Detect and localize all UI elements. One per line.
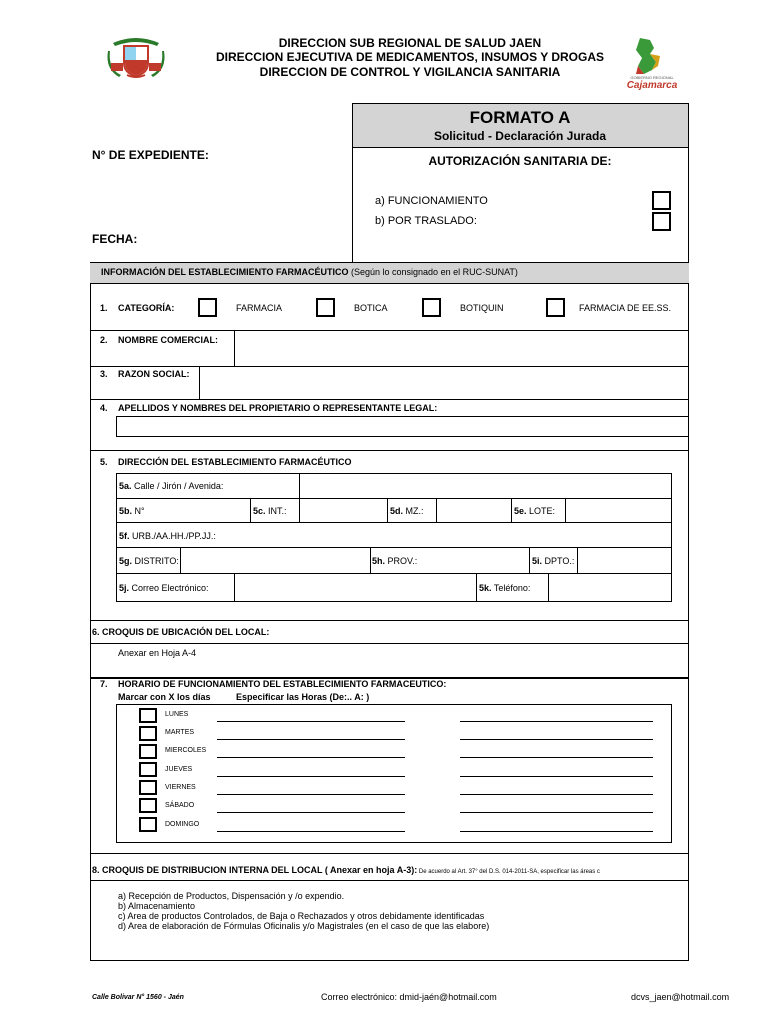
correo-label: 5j. Correo Electrónico:: [119, 583, 209, 593]
areas-list: [118, 891, 489, 931]
martes-label: MARTES: [165, 729, 195, 736]
header-line-2: DIRECCION EJECUTIVA DE MEDICAMENTOS, INSUMOS Y DROGAS: [215, 50, 605, 64]
cajamarca-map-icon: [616, 36, 688, 76]
autorizacion-label: AUTORIZACIÓN SANITARIA DE:: [428, 154, 612, 168]
header-line-1: DIRECCION SUB REGIONAL DE SALUD JAEN: [278, 36, 542, 50]
croquis-distribucion-label: 8. CROQUIS DE DISTRIBUCION INTERNA DEL LOCAL ( Anexar en hoja A-3):: [92, 865, 418, 875]
horario-label: HORARIO DE FUNCIONAMIENTO DEL ESTABLECIMIENTO FARMACEUTICO:: [118, 679, 447, 689]
jueves-from-line[interactable]: [217, 776, 405, 777]
sabado-checkbox[interactable]: [139, 798, 157, 813]
footer-email-1: Correo electrónico: dmid-jaén@hotmail.com: [321, 992, 497, 1002]
sabado-to-line[interactable]: [460, 812, 653, 813]
botica-checkbox[interactable]: [316, 298, 335, 317]
croquis-ubicacion-label: 6. CROQUIS DE UBICACIÓN DEL LOCAL:: [92, 627, 270, 637]
info-subtitle: (Según lo consignado en el RUC-SUNAT): [348, 267, 518, 277]
jueves-checkbox[interactable]: [139, 762, 157, 777]
martes-from-line[interactable]: [217, 739, 405, 740]
croquis-distribucion-note: De acuerdo al Art. 37° del D.S. 014-2011-SA, especificar las áreas c: [417, 869, 600, 875]
direccion-label: DIRECCIÓN DEL ESTABLECIMIENTO FARMACÉUTICO: [118, 457, 352, 467]
miercoles-from-line[interactable]: [217, 757, 405, 758]
sabado-from-line[interactable]: [217, 812, 405, 813]
info-band-text: [101, 267, 518, 277]
option-farmacia-eess: FARMACIA DE EE.SS.: [579, 303, 672, 313]
traslado-checkbox[interactable]: [652, 212, 671, 231]
peru-coat-of-arms-logo: [107, 37, 165, 79]
interior-label: 5c. INT.:: [253, 506, 287, 516]
s3-num: 3.: [100, 369, 108, 379]
propietario-label: APELLIDOS Y NOMBRES DEL PROPIETARIO O REPRESENTANTE LEGAL:: [118, 403, 438, 413]
departamento-label: 5i. DPTO.:: [532, 556, 575, 566]
lunes-from-line[interactable]: [217, 721, 405, 722]
option-botiquin: BOTIQUIN: [460, 303, 504, 313]
farmacia-checkbox[interactable]: [198, 298, 217, 317]
croquis-ubicacion-note: Anexar en Hoja A-4: [118, 648, 197, 658]
cajamarca-logo-subtitle: GOBIERNO REGIONAL: [630, 75, 674, 80]
telefono-label: 5k. Teléfono:: [479, 583, 531, 593]
viernes-checkbox[interactable]: [139, 780, 157, 795]
nombre-comercial-label: NOMBRE COMERCIAL:: [118, 335, 218, 345]
miercoles-label: MIERCOLES: [165, 747, 207, 754]
header-line-3: DIRECCION DE CONTROL Y VIGILANCIA SANITARIA: [259, 65, 561, 79]
especificar-label: Especificar las Horas (De:.. A: ): [236, 692, 370, 702]
cajamarca-logo: [616, 36, 688, 92]
domingo-checkbox[interactable]: [139, 817, 157, 832]
option-farmacia: FARMACIA: [236, 303, 283, 313]
domingo-from-line[interactable]: [217, 831, 405, 832]
nombre-comercial-field[interactable]: [235, 331, 688, 366]
option-traslado-label: b) POR TRASLADO:: [375, 215, 477, 227]
calle-field[interactable]: [300, 474, 671, 498]
fecha-label: FECHA:: [92, 232, 138, 246]
martes-to-line[interactable]: [460, 739, 653, 740]
marcar-label: Marcar con X los días: [118, 692, 211, 702]
provincia-label: 5h. PROV.:: [372, 556, 418, 566]
lunes-checkbox[interactable]: [139, 708, 157, 723]
viernes-label: VIERNES: [165, 784, 196, 791]
expediente-label: N° DE EXPEDIENTE:: [92, 148, 209, 162]
lunes-to-line[interactable]: [460, 721, 653, 722]
propietario-field[interactable]: [116, 416, 689, 437]
botiquin-checkbox[interactable]: [422, 298, 441, 317]
area-item: c) Area de productos Controlados, de Baja o Rechazados y otros debidamente identificadas: [118, 911, 485, 921]
s8-header: [92, 860, 637, 878]
manzana-label: 5d. MZ.:: [390, 506, 424, 516]
miercoles-to-line[interactable]: [460, 757, 653, 758]
urbanizacion-label: 5f. URB./AA.HH./PP.JJ.:: [119, 531, 216, 541]
s4-num: 4.: [100, 403, 108, 413]
lote-label: 5e. LOTE:: [514, 506, 556, 516]
farmacia-eess-checkbox[interactable]: [546, 298, 565, 317]
razon-social-field[interactable]: [200, 367, 688, 399]
formato-subtitle: Solicitud - Declaración Jurada: [433, 129, 607, 143]
info-title: INFORMACIÓN DEL ESTABLECIMIENTO FARMACÉUTICO: [101, 267, 349, 277]
domingo-label: DOMINGO: [165, 821, 200, 828]
jueves-to-line[interactable]: [460, 776, 653, 777]
option-botica: BOTICA: [354, 303, 388, 313]
viernes-to-line[interactable]: [460, 794, 653, 795]
formato-title: FORMATO A: [469, 108, 571, 127]
numero-label: 5b. N°: [119, 506, 145, 516]
categoria-label: CATEGORÍA:: [118, 303, 175, 313]
lunes-label: LUNES: [165, 711, 189, 718]
footer-address: Calle Bolivar N° 1560 - Jaén: [92, 994, 184, 1001]
s5-num: 5.: [100, 457, 108, 467]
s2-num: 2.: [100, 335, 108, 345]
jueves-label: JUEVES: [165, 766, 193, 773]
sabado-label: SÁBADO: [165, 802, 195, 809]
option-funcionamiento-label: a) FUNCIONAMIENTO: [375, 195, 488, 207]
distrito-label: 5g. DISTRITO:: [119, 556, 179, 566]
area-item: a) Recepción de Productos, Dispensación y /o expendio.: [118, 891, 345, 901]
footer-email-2: dcvs_jaen@hotmail.com: [631, 992, 730, 1002]
horario-box: [116, 704, 672, 843]
funcionamiento-checkbox[interactable]: [652, 191, 671, 210]
miercoles-checkbox[interactable]: [139, 744, 157, 759]
area-item: b) Almacenamiento: [118, 901, 196, 911]
martes-checkbox[interactable]: [139, 726, 157, 741]
viernes-from-line[interactable]: [217, 794, 405, 795]
s1-num: 1.: [100, 303, 108, 313]
calle-label: 5a. Calle / Jirón / Avenida:: [119, 481, 224, 491]
area-item: d) Area de elaboración de Fórmulas Oficinalis y/o Magistrales (en el caso de que las elabore): [118, 921, 490, 931]
razon-social-label: RAZON SOCIAL:: [118, 369, 190, 379]
domingo-to-line[interactable]: [460, 831, 653, 832]
cajamarca-logo-name: Cajamarca: [626, 80, 678, 91]
s7-num: 7.: [100, 679, 108, 689]
